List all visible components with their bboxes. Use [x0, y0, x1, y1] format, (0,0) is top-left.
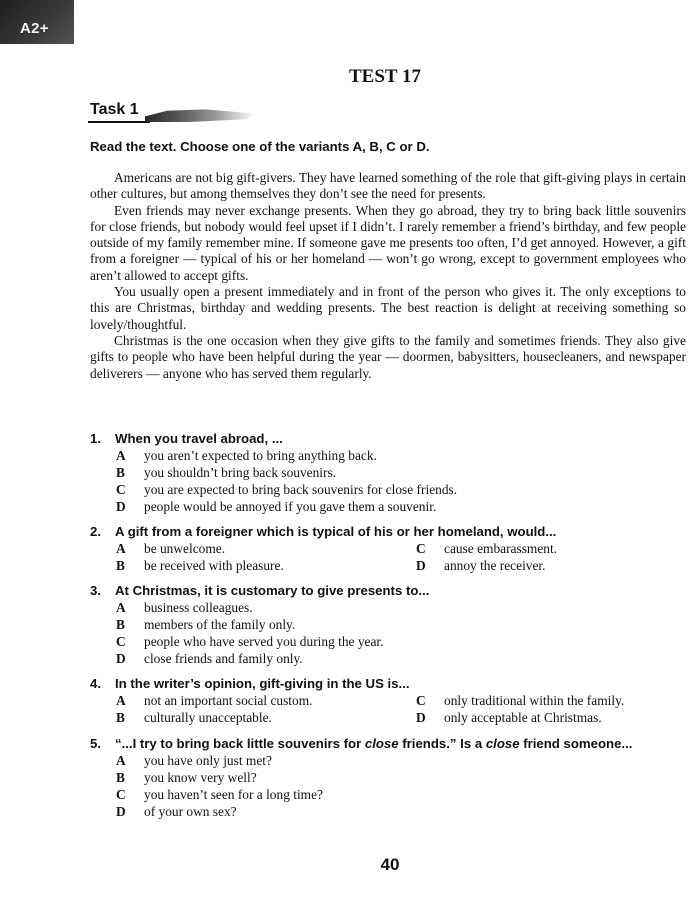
question-2	[90, 523, 686, 574]
option-letter: C	[416, 693, 426, 708]
option-text: you have only just met?	[144, 753, 272, 768]
option-d[interactable]	[116, 650, 686, 667]
option-letter: C	[116, 634, 126, 649]
brush-stroke-decoration	[145, 108, 255, 122]
option-letter: D	[416, 558, 426, 573]
option-c[interactable]	[416, 540, 676, 557]
option-text: you shouldn’t bring back souvenirs.	[144, 465, 337, 480]
option-letter: B	[116, 617, 125, 632]
option-letter: B	[116, 710, 125, 725]
reading-paragraph: You usually open a present immediately and in front of the person who gives it. The only exceptions to this are Christmas, birthday and wedding presents. The best reaction is delight at receiving something so lovely/thoughtful.	[90, 284, 686, 332]
option-b[interactable]	[116, 616, 686, 633]
option-letter: A	[116, 693, 126, 708]
task-instruction: Read the text. Choose one of the variants A, B, C or D.	[90, 139, 430, 154]
option-letter: B	[116, 465, 125, 480]
option-letter: D	[116, 804, 126, 819]
options-list	[116, 599, 686, 667]
option-letter: C	[416, 541, 426, 556]
question-3	[90, 582, 686, 667]
option-a[interactable]	[116, 447, 686, 464]
option-c[interactable]	[116, 481, 686, 498]
option-letter: A	[116, 541, 126, 556]
option-letter: C	[116, 482, 126, 497]
options-list	[116, 692, 686, 726]
question-number: 4.	[90, 676, 101, 691]
option-letter: A	[116, 448, 126, 463]
option-text: people would be annoyed if you gave them a souvenir.	[144, 499, 437, 514]
question-prompt: A gift from a foreigner which is typical of his or her homeland, would...	[115, 524, 557, 539]
question-1	[90, 430, 686, 515]
option-text: you know very well?	[144, 770, 257, 785]
option-letter: D	[116, 499, 126, 514]
option-letter: B	[116, 770, 125, 785]
option-a[interactable]	[116, 752, 686, 769]
option-letter: B	[116, 558, 125, 573]
reading-paragraph: Americans are not big gift-givers. They have learned something of the role that gift-giving plays in certain other cultures, but among themselves they don’t see the need for presents.	[90, 170, 686, 202]
reading-paragraph: Christmas is the one occasion when they give gifts to the family and sometimes friends. They also give gifts to people who have been helpful during the year — doormen, babysitters, housecleaners, and newspaper deliverers — anyone who has served them regularly.	[90, 332, 686, 381]
option-text: not an important social custom.	[144, 693, 313, 708]
options-list	[116, 752, 686, 820]
option-text: members of the family only.	[144, 617, 296, 632]
question-4	[90, 675, 686, 726]
option-letter: C	[116, 787, 126, 802]
option-d[interactable]	[116, 498, 686, 515]
question-number: 3.	[90, 583, 101, 598]
level-label: A2+	[20, 20, 49, 37]
task-underline	[88, 121, 150, 123]
question-number: 1.	[90, 431, 101, 446]
option-text: only traditional within the family.	[444, 693, 625, 708]
option-text: close friends and family only.	[144, 651, 303, 666]
option-d[interactable]	[416, 557, 676, 574]
option-text: of your own sex?	[144, 804, 237, 819]
page-title: TEST 17	[349, 66, 421, 87]
option-d[interactable]	[116, 803, 686, 820]
option-d[interactable]	[416, 709, 676, 726]
option-text: you aren’t expected to bring anything back.	[144, 448, 377, 463]
option-c[interactable]	[416, 692, 676, 709]
question-number: 5.	[90, 736, 101, 751]
question-prompt: “...I try to bring back little souvenirs for close friends.” Is a close friend someone...	[115, 736, 633, 751]
question-prompt: At Christmas, it is customary to give presents to...	[115, 583, 430, 598]
options-list	[116, 540, 686, 574]
option-b[interactable]	[116, 464, 686, 481]
option-a[interactable]	[116, 692, 416, 709]
option-text: only acceptable at Christmas.	[444, 710, 602, 725]
level-badge	[0, 0, 74, 44]
option-text: be unwelcome.	[144, 541, 226, 556]
option-letter: D	[116, 651, 126, 666]
option-text: people who have served you during the year.	[144, 634, 384, 649]
page-number: 40	[380, 855, 400, 874]
option-a[interactable]	[116, 599, 686, 616]
option-text: be received with pleasure.	[144, 558, 284, 573]
option-text: you haven’t seen for a long time?	[144, 787, 323, 802]
question-5	[90, 735, 686, 820]
option-text: annoy the receiver.	[444, 558, 546, 573]
question-prompt: When you travel abroad, ...	[115, 431, 283, 446]
reading-paragraph: Even friends may never exchange presents. When they go abroad, they try to bring back little souvenirs for close friends, but nobody would feel upset if I didn’t. I rarely remember a friend’s birthday, and few people outside of my family remember mine. If someone gave me presents too often, I’d get annoyed. However, a gift from a foreigner — typical of his or her homeland — won’t go wrong, except to government employees who aren’t allowed to accept gifts.	[90, 202, 686, 283]
option-a[interactable]	[116, 540, 416, 557]
option-letter: A	[116, 600, 126, 615]
option-b[interactable]	[116, 769, 686, 786]
option-c[interactable]	[116, 786, 686, 803]
option-b[interactable]	[116, 709, 416, 726]
question-number: 2.	[90, 524, 101, 539]
option-text: you are expected to bring back souvenirs for close friends.	[144, 482, 458, 497]
option-b[interactable]	[116, 557, 416, 574]
options-list	[116, 447, 686, 515]
question-prompt: In the writer’s opinion, gift-giving in the US is...	[115, 676, 410, 691]
option-text: cause embarassment.	[444, 541, 558, 556]
option-letter: D	[416, 710, 426, 725]
option-text: business colleagues.	[144, 600, 253, 615]
option-text: culturally unacceptable.	[144, 710, 272, 725]
task-heading: Task 1	[90, 101, 139, 118]
option-c[interactable]	[116, 633, 686, 650]
option-letter: A	[116, 753, 126, 768]
reading-text	[90, 170, 686, 382]
